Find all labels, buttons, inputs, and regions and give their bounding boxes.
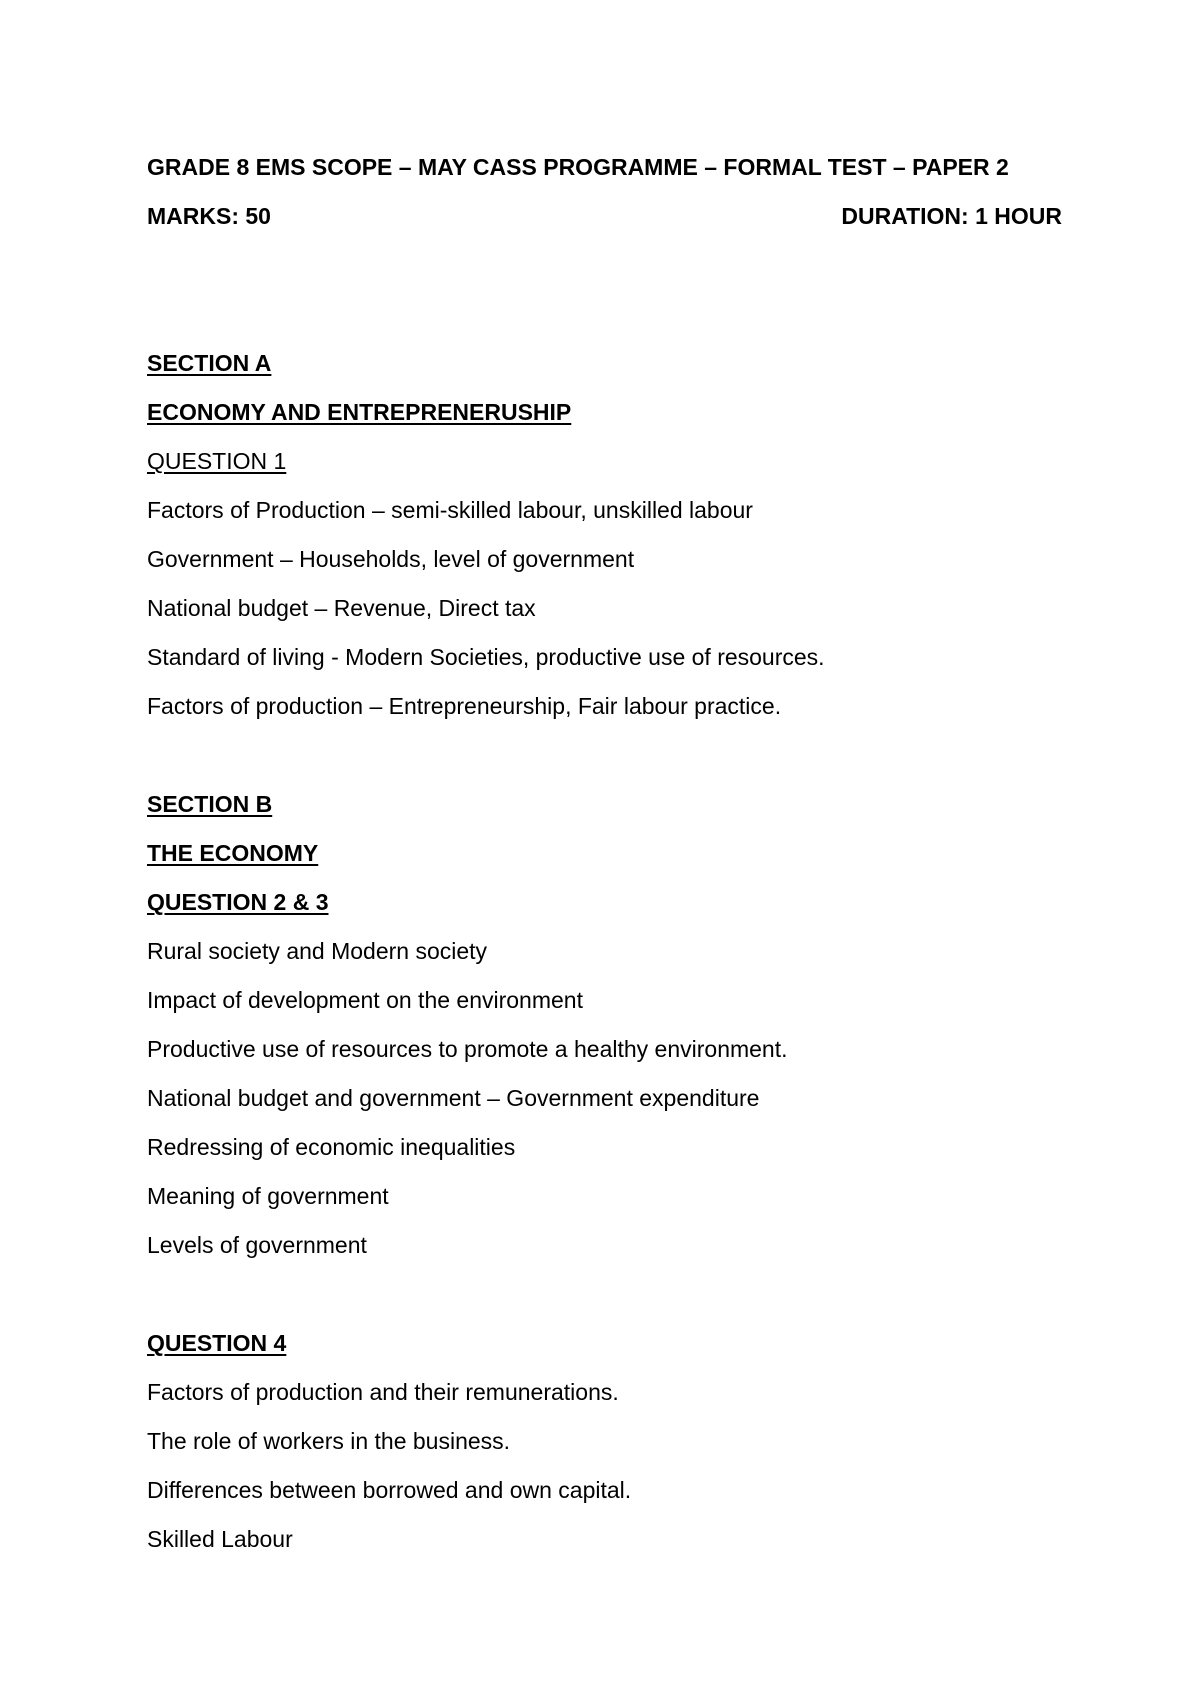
list-item: Impact of development on the environment	[147, 987, 583, 1013]
spacer	[147, 731, 1062, 780]
list-item: Rural society and Modern society	[147, 938, 488, 964]
list-item: Factors of production and their remunerations.	[147, 1379, 619, 1405]
section-b-heading: SECTION B	[147, 791, 273, 817]
list-item: Skilled Labour	[147, 1526, 293, 1552]
question-1-heading: QUESTION 1	[147, 448, 287, 474]
marks-duration-row	[147, 192, 1062, 241]
list-item: Differences between borrowed and own capital.	[147, 1477, 632, 1503]
question-2-3-heading: QUESTION 2 & 3	[147, 889, 329, 915]
list-item: Standard of living - Modern Societies, productive use of resources.	[147, 644, 825, 670]
list-item: The role of workers in the business.	[147, 1428, 511, 1454]
marks-label: MARKS: 50	[147, 203, 271, 229]
document-content	[147, 143, 1062, 1564]
list-item: National budget and government – Government expenditure	[147, 1085, 760, 1111]
section-a-heading: SECTION A	[147, 350, 272, 376]
list-item: National budget – Revenue, Direct tax	[147, 595, 536, 621]
list-item: Levels of government	[147, 1232, 367, 1258]
duration-label: DURATION: 1 HOUR	[841, 203, 1062, 229]
spacer	[147, 1270, 1062, 1319]
list-item: Redressing of economic inequalities	[147, 1134, 516, 1160]
spacer	[147, 241, 1062, 339]
list-item: Government – Households, level of government	[147, 546, 635, 572]
list-item: Factors of production – Entrepreneurship, Fair labour practice.	[147, 693, 782, 719]
list-item: Productive use of resources to promote a healthy environment.	[147, 1036, 788, 1062]
document-title: GRADE 8 EMS SCOPE – MAY CASS PROGRAMME – FORMAL TEST – PAPER 2	[147, 154, 1009, 180]
section-a-topic: ECONOMY AND ENTREPRENERUSHIP	[147, 399, 572, 425]
section-b-topic: THE ECONOMY	[147, 840, 319, 866]
list-item: Meaning of government	[147, 1183, 389, 1209]
question-4-heading: QUESTION 4	[147, 1330, 287, 1356]
list-item: Factors of Production – semi-skilled labour, unskilled labour	[147, 497, 753, 523]
